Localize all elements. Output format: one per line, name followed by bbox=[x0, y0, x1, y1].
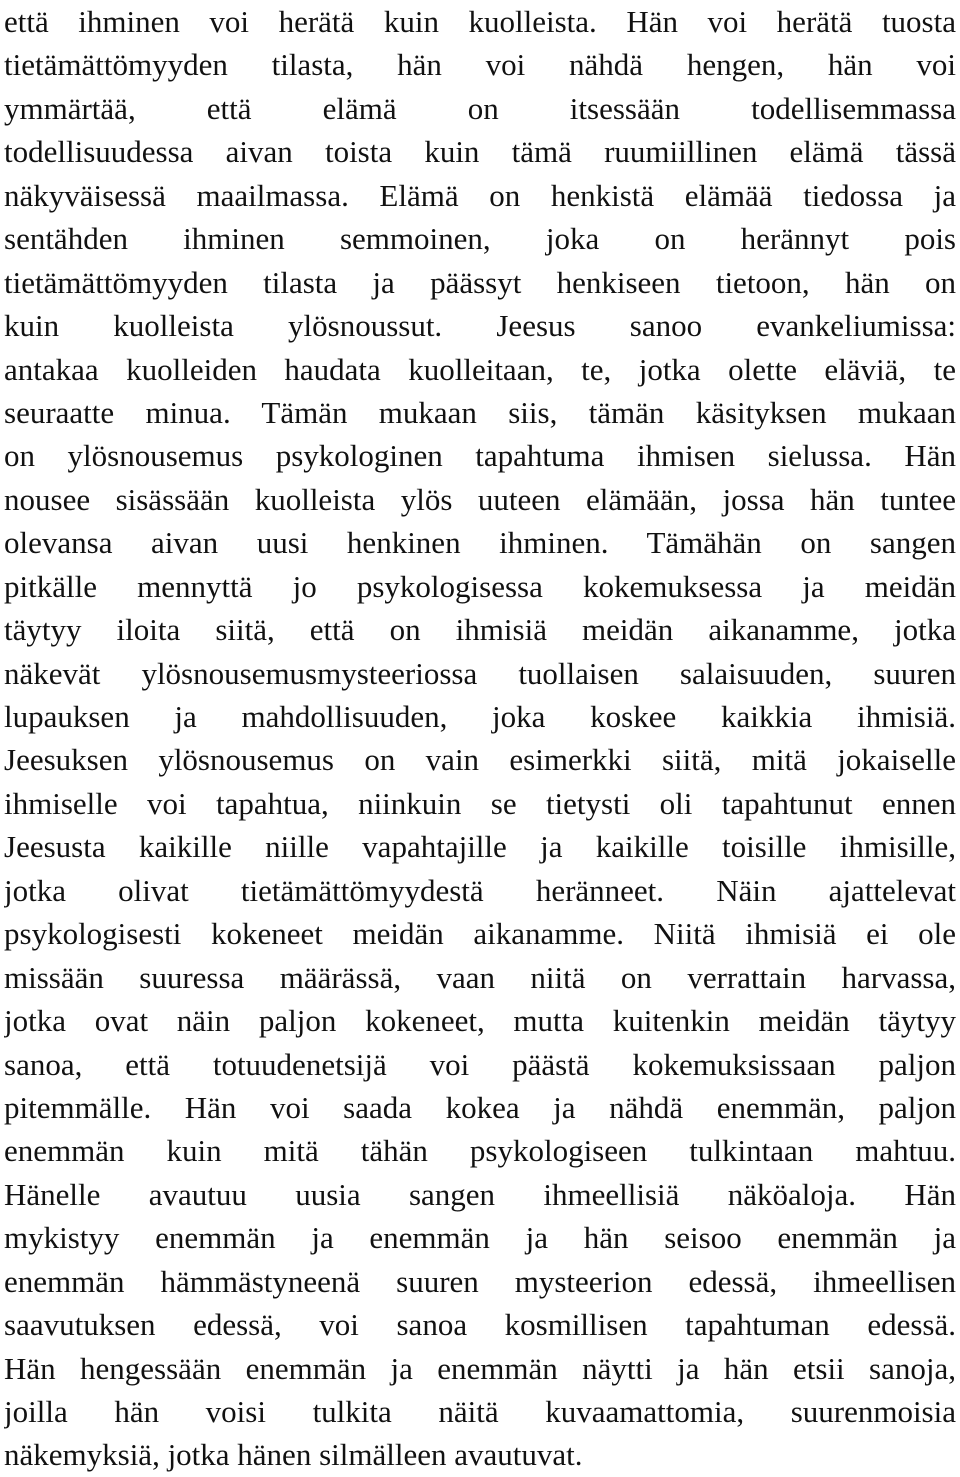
text-line: enemmän hämmästyneenä suuren mysteerion edessä, ihmeellisen bbox=[4, 1263, 956, 1299]
text-line: saavutuksen edessä, voi sanoa kosmillisen tapahtuman edessä. bbox=[4, 1307, 956, 1343]
text-line: enemmän kuin mitä tähän psykologiseen tulkintaan mahtuu. bbox=[4, 1133, 956, 1169]
text-line: ymmärtää, että elämä on itsessään todellisemmassa bbox=[4, 90, 956, 126]
text-line: on ylösnousemus psykologinen tapahtuma ihmisen sielussa. Hän bbox=[4, 438, 956, 474]
text-line: ihmiselle voi tapahtua, niinkuin se tietysti oli tapahtunut ennen bbox=[4, 785, 956, 821]
text-line: kuin kuolleista ylösnoussut. Jeesus sanoo evankeliumissa: bbox=[4, 308, 956, 344]
text-line: seuraatte minua. Tämän mukaan siis, tämän käsityksen mukaan bbox=[4, 394, 956, 430]
text-line: todellisuudessa aivan toista kuin tämä ruumiillinen elämä tässä bbox=[4, 134, 956, 170]
text-line: täytyy iloita siitä, että on ihmisiä meidän aikanamme, jotka bbox=[4, 612, 956, 648]
text-line: pitemmälle. Hän voi saada kokea ja nähdä enemmän, paljon bbox=[4, 1089, 956, 1125]
text-line: joilla hän voisi tulkita näitä kuvaamattomia, suurenmoisia bbox=[4, 1394, 956, 1429]
text-line: Hän hengessään enemmän ja enemmän näytti ja hän etsii sanoja, bbox=[4, 1350, 956, 1386]
text-line: olevansa aivan uusi henkinen ihminen. Tämähän on sangen bbox=[4, 525, 956, 561]
text-line: psykologisesti kokeneet meidän aikanamme. Niitä ihmisiä ei ole bbox=[4, 916, 956, 952]
text-line: Hänelle avautuu uusia sangen ihmeellisiä näköaloja. Hän bbox=[4, 1176, 956, 1212]
text-line: antakaa kuolleiden haudata kuolleitaan, te, jotka olette eläviä, te bbox=[4, 351, 956, 387]
text-line: näkyväisessä maailmassa. Elämä on henkistä elämää tiedossa ja bbox=[4, 177, 956, 213]
body-paragraph bbox=[4, 0, 956, 1477]
text-line: tietämättömyyden tilasta ja päässyt henkiseen tietoon, hän on bbox=[4, 264, 956, 300]
text-line: missään suuressa määrässä, vaan niitä on verrattain harvassa, bbox=[4, 959, 956, 995]
text-line: jotka ovat näin paljon kokeneet, mutta kuitenkin meidän täytyy bbox=[4, 1003, 956, 1039]
text-line: pitkälle mennyttä jo psykologisessa kokemuksessa ja meidän bbox=[4, 568, 956, 604]
text-line: näkemyksiä, jotka hänen silmälleen avautuvat. bbox=[4, 1437, 583, 1473]
text-line: Jeesuksen ylösnousemus on vain esimerkki siitä, mitä jokaiselle bbox=[4, 742, 956, 778]
text-line: jotka olivat tietämättömyydestä heränneet. Näin ajattelevat bbox=[4, 872, 956, 908]
text-line: sanoa, että totuudenetsijä voi päästä kokemuksissaan paljon bbox=[4, 1046, 956, 1082]
text-line: että ihminen voi herätä kuin kuolleista. Hän voi herätä tuosta bbox=[4, 4, 956, 39]
text-line: nousee sisässään kuolleista ylös uuteen elämään, jossa hän tuntee bbox=[4, 481, 956, 517]
text-line: sentähden ihminen semmoinen, joka on herännyt pois bbox=[4, 221, 956, 257]
text-line: Jeesusta kaikille niille vapahtajille ja kaikille toisille ihmisille, bbox=[4, 829, 956, 865]
text-line: mykistyy enemmän ja enemmän ja hän seisoo enemmän ja bbox=[4, 1220, 956, 1256]
text-line: tietämättömyyden tilasta, hän voi nähdä hengen, hän voi bbox=[4, 47, 956, 83]
text-line: lupauksen ja mahdollisuuden, joka koskee kaikkia ihmisiä. bbox=[4, 699, 956, 734]
text-line: näkevät ylösnousemusmysteeriossa tuollaisen salaisuuden, suuren bbox=[4, 655, 956, 691]
